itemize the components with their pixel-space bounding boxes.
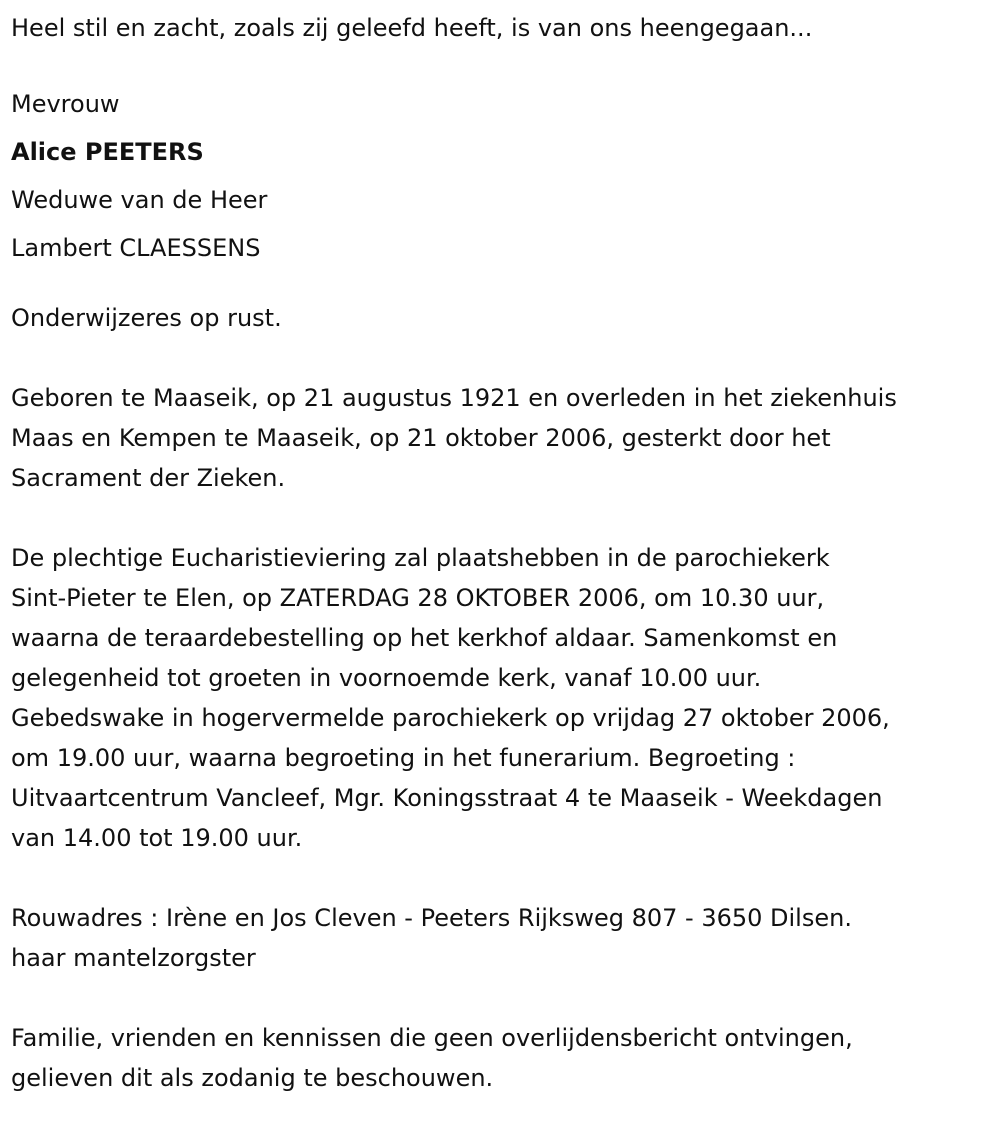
paragraph-line: Gebedswake in hogervermelde parochiekerk op vrijdag 27 oktober 2006,	[11, 704, 890, 732]
closing-paragraph	[11, 1018, 990, 1098]
occupation-text: Onderwijzeres op rust.	[11, 304, 282, 332]
paragraph-line: Rouwadres : Irène en Jos Cleven - Peeters Rijksweg 807 - 3650 Dilsen.	[11, 904, 852, 932]
opening-line	[11, 8, 990, 48]
paragraph-line: Familie, vrienden en kennissen die geen overlijdensbericht ontvingen,	[11, 1024, 853, 1052]
spacer	[11, 48, 990, 80]
spouse-name: Lambert CLAESSENS	[11, 234, 261, 262]
paragraph-line: Uitvaartcentrum Vancleef, Mgr. Koningsstraat 4 te Maaseik - Weekdagen	[11, 784, 883, 812]
paragraph-line: van 14.00 tot 19.00 uur.	[11, 824, 303, 852]
paragraph-line: De plechtige Eucharistieviering zal plaatshebben in de parochiekerk	[11, 544, 830, 572]
paragraph-line: waarna de teraardebestelling op het kerkhof aldaar. Samenkomst en	[11, 624, 838, 652]
birth-death-paragraph	[11, 378, 990, 498]
relation-line: Weduwe van de Heer	[11, 186, 268, 214]
paragraph-line: Sacrament der Zieken.	[11, 464, 286, 492]
paragraph-line: gelieven dit als zodanig te beschouwen.	[11, 1064, 494, 1092]
address-paragraph	[11, 898, 990, 978]
paragraph-line: Maas en Kempen te Maaseik, op 21 oktober 2006, gesterkt door het	[11, 424, 831, 452]
paragraph-line: haar mantelzorgster	[11, 944, 256, 972]
opening-text: Heel stil en zacht, zoals zij geleefd heeft, is van ons heengegaan...	[11, 14, 813, 42]
title-line: Mevrouw	[11, 90, 120, 118]
spacer	[11, 338, 990, 378]
deceased-name: Alice PEETERS	[11, 138, 204, 166]
spacer	[11, 498, 990, 538]
ceremony-paragraph	[11, 538, 990, 858]
paragraph-line: Sint-Pieter te Elen, op ZATERDAG 28 OKTOBER 2006, om 10.30 uur,	[11, 584, 825, 612]
paragraph-line: gelegenheid tot groeten in voornoemde kerk, vanaf 10.00 uur.	[11, 664, 762, 692]
spacer	[11, 858, 990, 898]
paragraph-line: om 19.00 uur, waarna begroeting in het funerarium. Begroeting :	[11, 744, 796, 772]
spacer	[11, 272, 990, 298]
spacer	[11, 978, 990, 1018]
occupation-line	[11, 298, 990, 338]
paragraph-line: Geboren te Maaseik, op 21 augustus 1921 en overleden in het ziekenhuis	[11, 384, 897, 412]
